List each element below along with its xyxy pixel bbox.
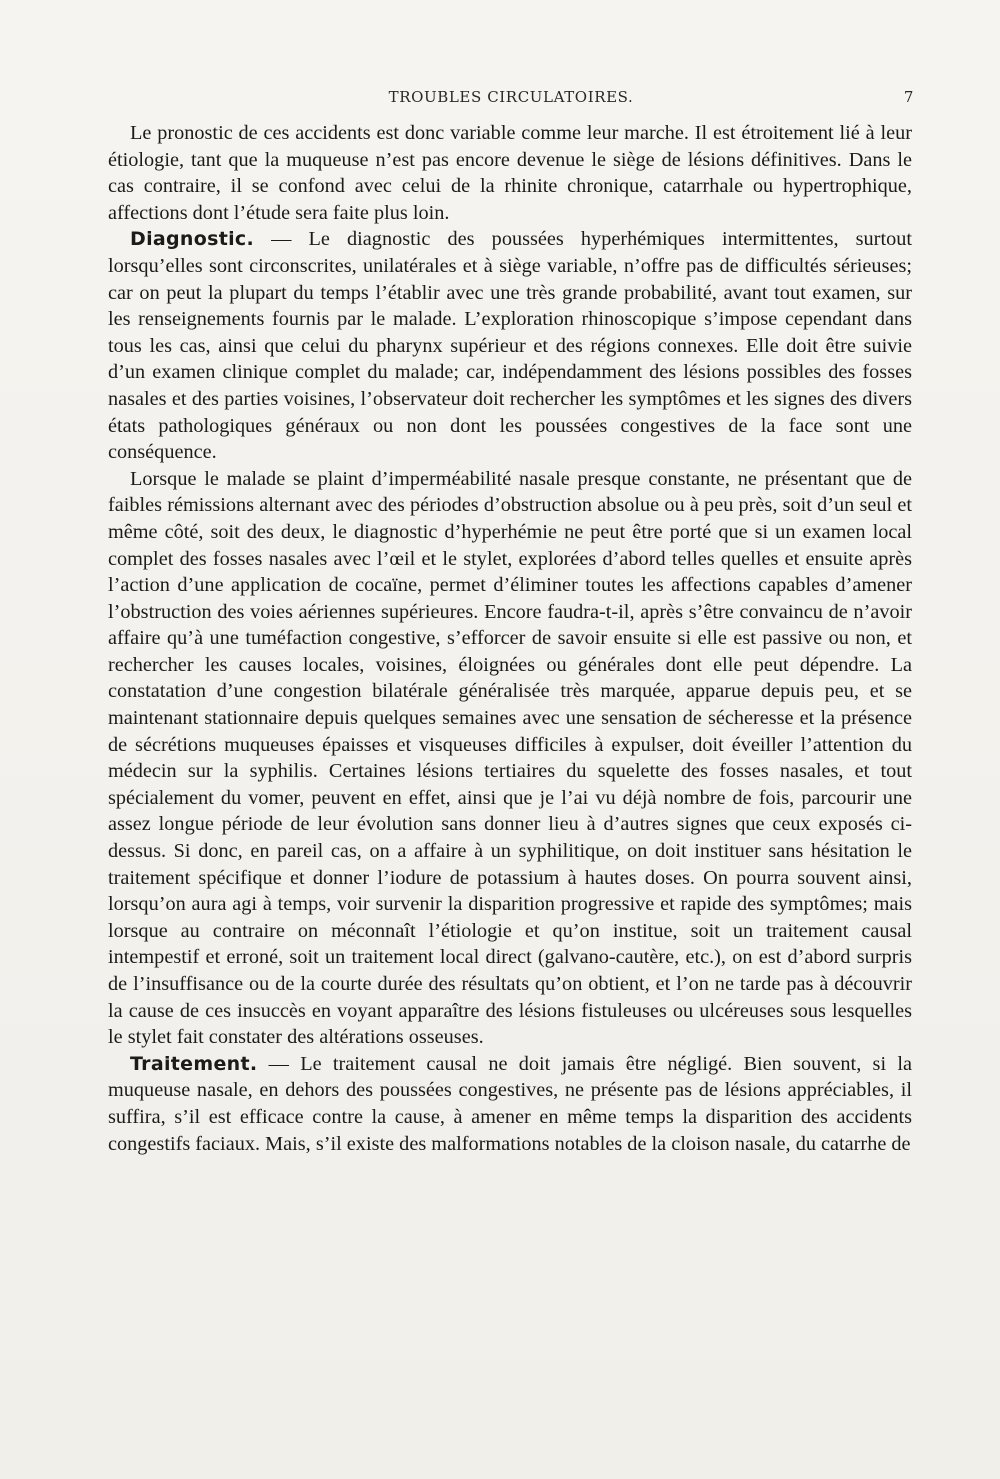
paragraph-prognosis	[108, 120, 912, 226]
section-heading-diagnostic: Diagnostic.	[130, 228, 254, 251]
section-heading-traitement: Traitement.	[130, 1052, 258, 1075]
running-head	[108, 88, 914, 112]
running-head-title: TROUBLES CIRCULATOIRES.	[388, 88, 634, 106]
body-text	[108, 120, 912, 1157]
paragraph-text: — Le diagnostic des poussées hyperhémiques intermittentes, surtout lorsqu’elles sont circonscrites, unilatérales et à siège variable, n’offre pas de difficultés sérieuses; car on peut la plupart du temps l’établir avec une très grande probabilité, avant tout examen, sur les renseignements fournis par le malade. L’exploration rhinoscopique s’impose cependant dans tous les cas, ainsi que celui du pharynx supérieur et des régions connexes. Elle doit être suivie d’un examen clinique complet du malade; car, indépendamment des lésions possibles des fosses nasales et des parties voisines, l’observateur doit rechercher les symptômes et les signes des divers états pathologiques généraux ou non dont les poussées congestives de la face sont une conséquence.	[108, 228, 912, 464]
paragraph-text: — Le traitement causal ne doit jamais être négligé. Bien souvent, si la muqueuse nasale, en dehors des poussées congestives, ne présente pas de lésions appréciables, il suffira, s’il est efficace contre la cause, à amener en même temps la disparition des accidents congestifs faciaux. Mais, s’il existe des malformations notables de la cloison nasale, du catarrhe de	[108, 1052, 912, 1155]
paragraph-obstruction	[108, 466, 912, 1051]
paragraph-text: Le pronostic de ces accidents est donc variable comme leur marche. Il est étroitement lié à leur étiologie, tant que la muqueuse n’est pas encore devenue le siège de lésions définitives. Dans le cas contraire, il se confond avec celui de la rhinite chronique, catarrhale ou hypertrophique, affections dont l’étude sera faite plus loin.	[108, 122, 912, 224]
paragraph-text: Lorsque le malade se plaint d’imperméabilité nasale presque constante, ne présentant que de faibles rémissions alternant avec des périodes d’obstruction absolue ou à peu près, soit d’un seul et même côté, soit des deux, le diagnostic d’hyperhémie ne peut être porté que si un examen local complet des fosses nasales avec l’œil et le stylet, explorées d’abord telles quelles et ensuite après l’action d’une application de cocaïne, permet d’éliminer toutes les affections capables d’amener l’obstruction des voies aériennes supérieures. Encore faudra-t-il, après s’être convaincu de n’avoir affaire qu’à une tuméfaction congestive, s’efforcer de savoir ensuite si elle est passive ou non, et rechercher les causes locales, voisines, éloignées ou générales dont elle peut dépendre. La constatation d’une congestion bilatérale généralisée très marquée, apparue depuis peu, et se maintenant stationnaire depuis quelques semaines avec une sensation de sécheresse et la présence de sécrétions muqueuses épaisses et visqueuses difficiles à expulser, doit éveiller l’attention du médecin sur la syphilis. Certaines lésions tertiaires du squelette des fosses nasales, et tout spécialement du vomer, peuvent en effet, ainsi que je l’ai vu déjà nombre de fois, parcourir une assez longue période de leur évolution sans donner lieu à d’autres signes que ceux exposés ci-dessus. Si donc, en pareil cas, on a affaire à un syphilitique, on doit instituer sans hésitation le traitement spécifique et donner l’iodure de potassium à hautes doses. On pourra souvent ainsi, lorsqu’on aura agi à temps, voir survenir la disparition progressive et rapide des symptômes; mais lorsque au contraire on méconnaît l’étiologie et qu’on institue, soit un traitement causal intempestif et erroné, soit un traitement local direct (galvano-cautère, etc.), on est d’abord surpris de l’insuffisance ou de la courte durée des résultats qu’on obtient, et l’on ne tarde pas à découvrir la cause de ces insuccès en voyant apparaître des lésions fistuleuses ou ulcéreuses sous lesquelles le stylet fait constater des altérations osseuses.	[108, 467, 912, 1049]
page-number: 7	[903, 88, 914, 106]
paragraph-traitement	[108, 1051, 912, 1157]
paragraph-diagnostic	[108, 226, 912, 465]
